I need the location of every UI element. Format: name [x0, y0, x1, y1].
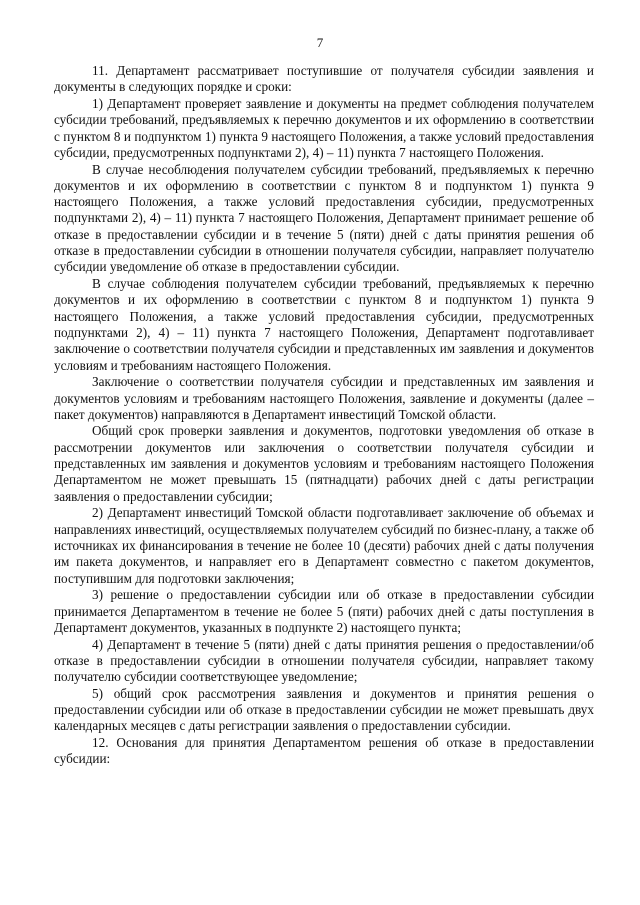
- paragraph-general-term: Общий срок проверки заявления и документов, подготовки уведомления об отказе в рассмотрении документов или заключения о соответствии получателя субсидии и представленных им заявления и документов условиям и требованиям настоящего Положения Департаментом не может превышать 15 (пятнадцати) рабочих дней с даты регистрации заявления о предоставлении субсидии;: [54, 423, 594, 504]
- paragraph-11-1: 1) Департамент проверяет заявление и документы на предмет соблюдения получателем субсидии требований, предъявляемых к перечню документов и их оформлению в соответствии с пунктом 8 и подпунктом 1) пункта 9 настоящего Положения, а также условий предоставления субсидии, предусмотренных подпунктами 2), 4) – 11) пункта 7 настоящего Положения.: [54, 95, 594, 160]
- paragraph-11: 11. Департамент рассматривает поступившие от получателя субсидии заявления и документы в следующих порядке и сроки:: [54, 63, 594, 95]
- paragraph-11-2: 2) Департамент инвестиций Томской области подготавливает заключение об объемах и направлениях инвестиций, осуществляемых получателем субсидий по бизнес-плану, а также об источниках их финансирования в течение не более 10 (десяти) рабочих дней с даты получения им пакета документов, и направляет его в Департамент совместно с пакетом документов, поступившим для подготовки заключения;: [54, 505, 594, 586]
- paragraph-compliance-case: В случае соблюдения получателем субсидии требований, предъявляемых к перечню документов и их оформлению в соответствии с пунктом 8 и подпунктом 1) пункта 9 настоящего Положения, а также условий предоставления субсидии, предусмотренных подпунктами 2), 4) – 11) пункта 7 настоящего Положения, Департамент подготавливает заключение о соответствии получателя субсидии и представленных им заявления и документов условиям и требованиям настоящего Положения.: [54, 276, 594, 373]
- paragraph-refusal-case: В случае несоблюдения получателем субсидии требований, предъявляемых к перечню документов и их оформлению в соответствии с пунктом 8 и подпунктом 1) пункта 9 настоящего Положения, а также условий предоставления субсидии, предусмотренных подпунктами 2), 4) – 11) пункта 7 настоящего Положения, Департамент принимает решение об отказе в предоставлении субсидии и в течение 5 (пяти) дней с даты принятия решения об отказе в предоставлении субсидии в отношении получателя субсидии, направляет получателю субсидии уведомление об отказе в предоставлении субсидии.: [54, 161, 594, 275]
- document-body: [54, 63, 594, 768]
- paragraph-12: 12. Основания для принятия Департаментом решения об отказе в предоставлении субсидии:: [54, 735, 594, 767]
- paragraph-11-5: 5) общий срок рассмотрения заявления и документов и принятия решения о предоставлении субсидии или об отказе в предоставлении субсидии не может превышать двух календарных месяцев с даты регистрации заявления о предоставлении субсидии.: [54, 685, 594, 734]
- paragraph-11-4: 4) Департамент в течение 5 (пяти) дней с даты принятия решения о предоставлении/об отказе в предоставлении субсидии в отношении получателя субсидии, направляет такому получателю субсидии соответствующее уведомление;: [54, 636, 594, 685]
- paragraph-11-3: 3) решение о предоставлении субсидии или об отказе в предоставлении субсидии принимается Департаментом в течение не более 5 (пяти) рабочих дней с даты поступления в Департамент документов, указанных в подпункте 2) настоящего пункта;: [54, 587, 594, 635]
- page-number: 7: [316, 35, 324, 50]
- paragraph-conclusion: Заключение о соответствии получателя субсидии и представленных им заявления и документов условиям и требованиям настоящего Положения, заявление и документы (далее – пакет документов) направляются в Департамент инвестиций Томской области.: [54, 374, 594, 422]
